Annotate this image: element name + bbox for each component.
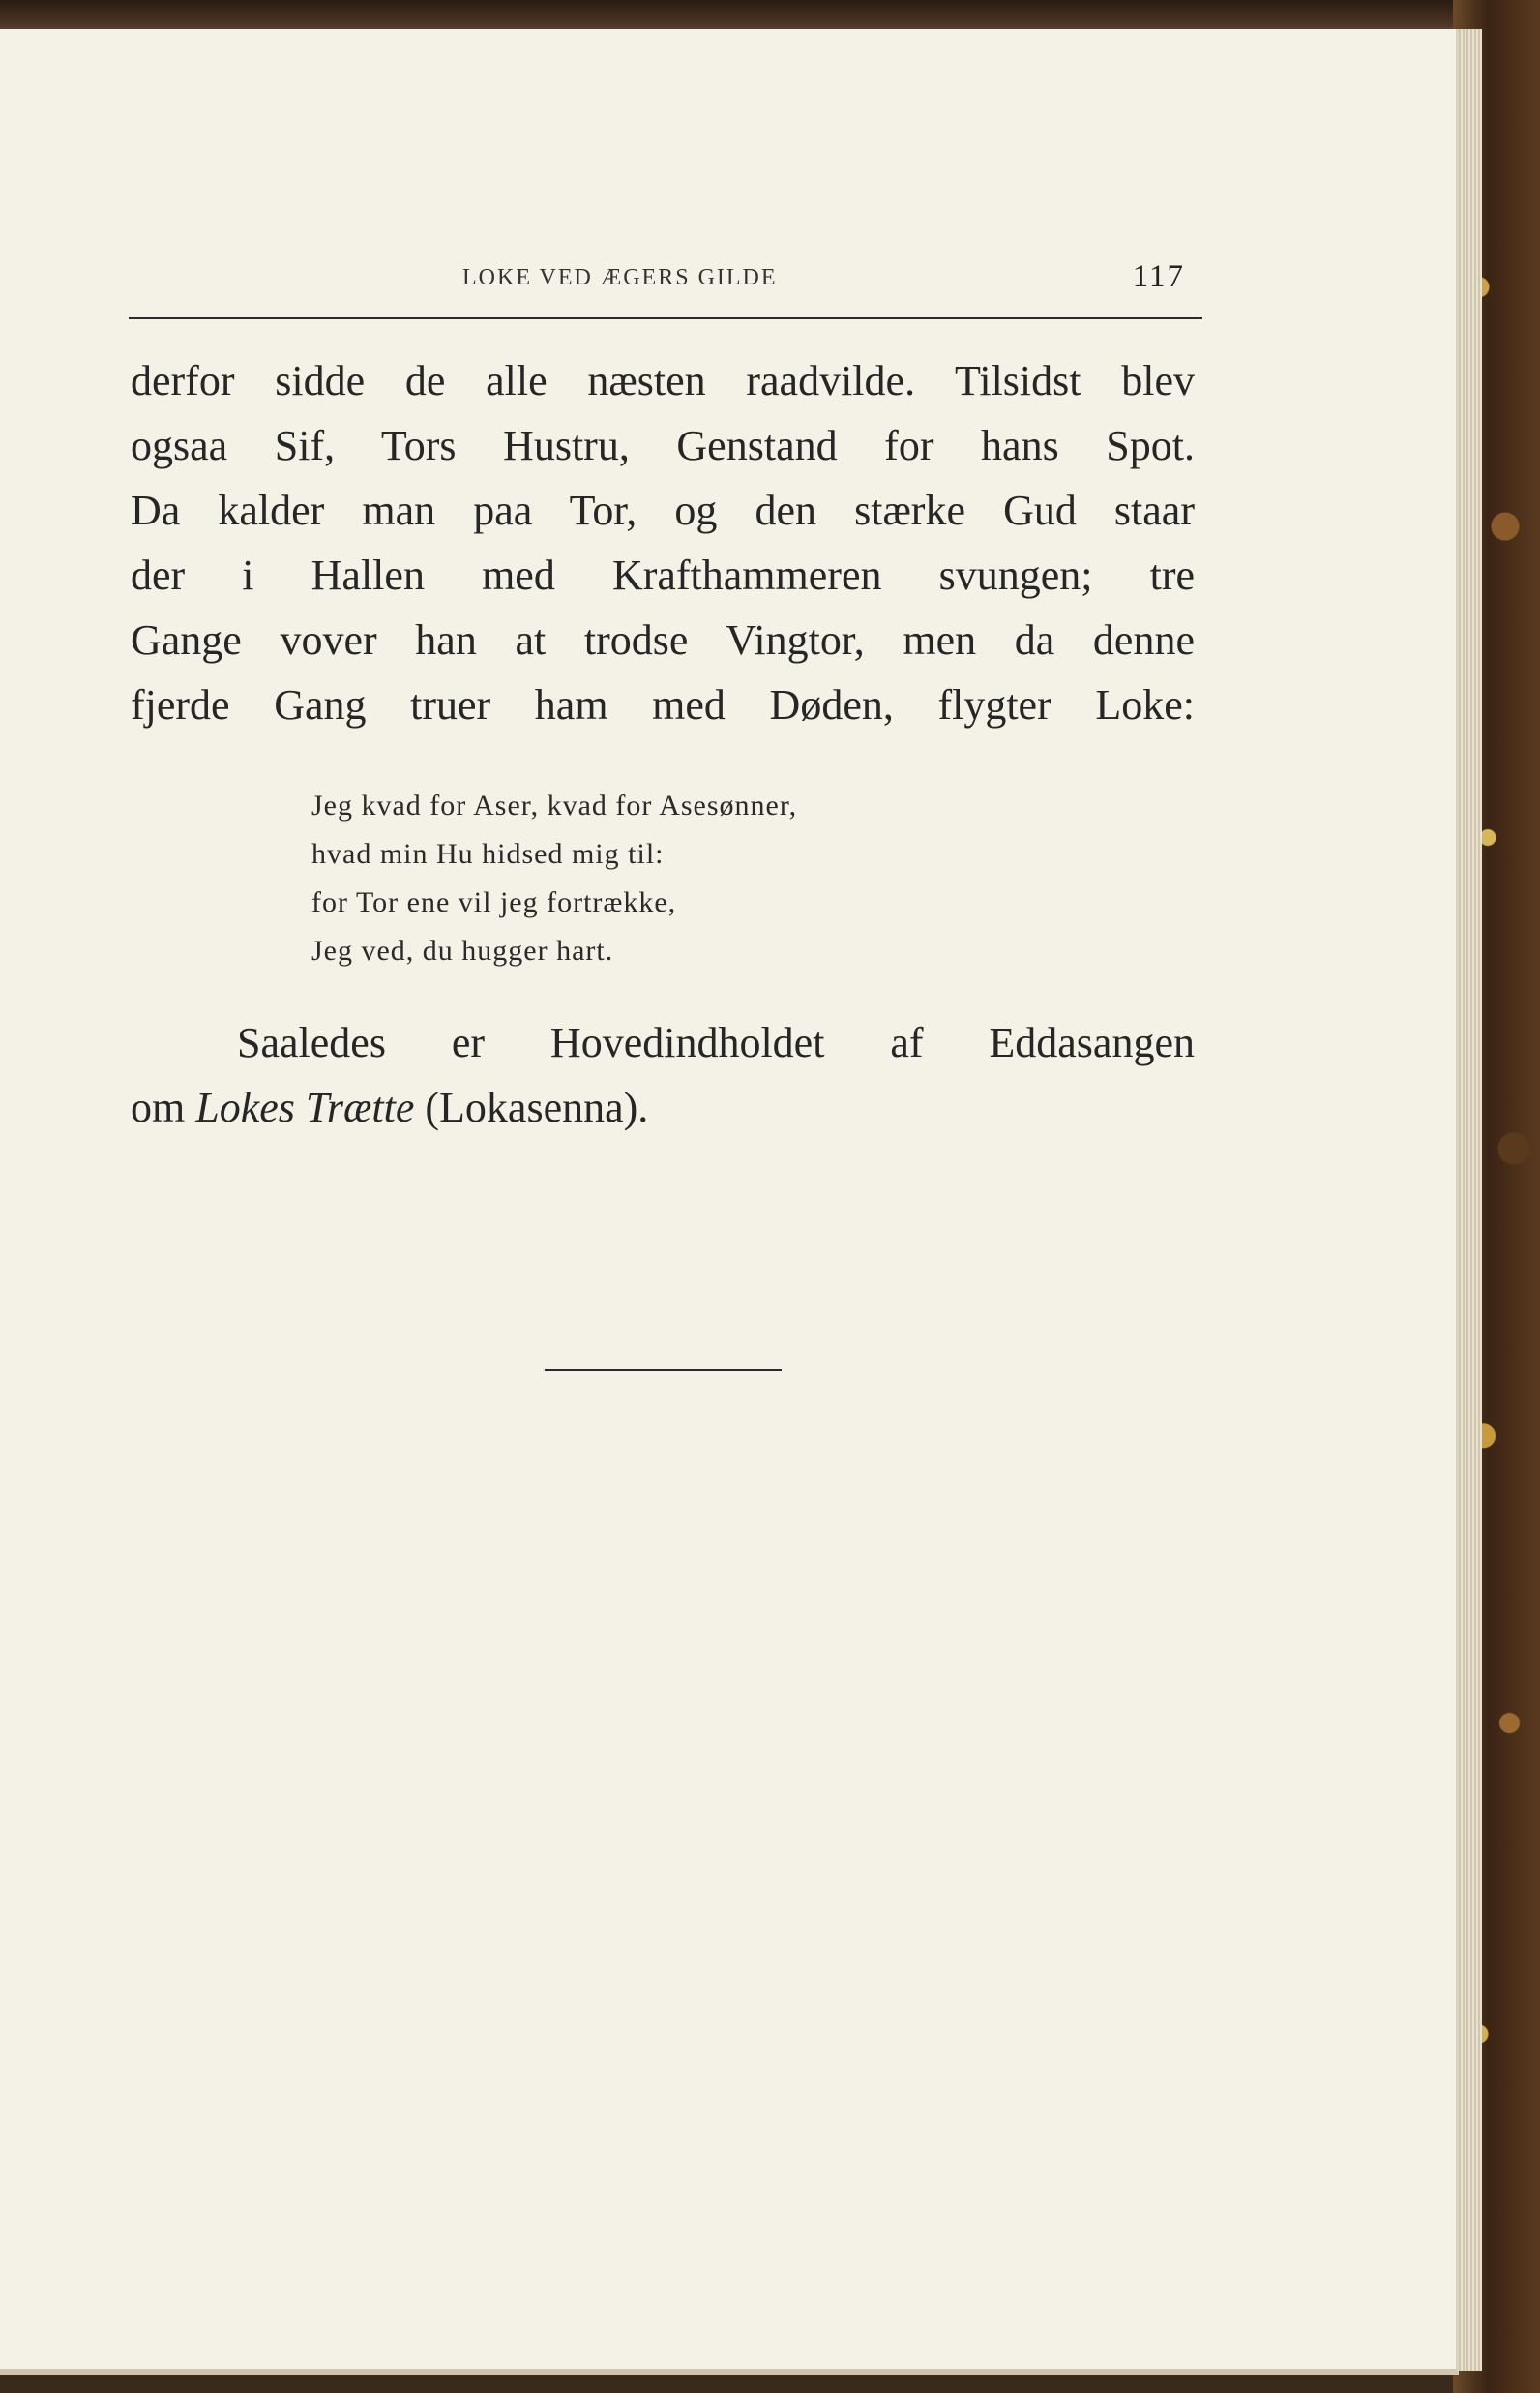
closing-line: Saaledes er Hovedindholdet af Eddasangen	[237, 1019, 1195, 1066]
body-line: derfor sidde de alle næsten raadvilde. Tilsidst blev	[131, 357, 1195, 404]
page-header	[129, 230, 1202, 319]
verse-line: for Tor ene vil jeg fortrække,	[311, 886, 677, 918]
section-end-rule	[545, 1369, 782, 1371]
closing-line	[131, 1075, 1195, 1140]
body-line: Gange vover han at trodse Vingtor, men da denne	[131, 616, 1195, 664]
closing-paragraph	[131, 1010, 1195, 1140]
poem-title: Lokes Trætte	[195, 1084, 415, 1131]
body-line: ogsaa Sif, Tors Hustru, Genstand for hans Spot.	[131, 422, 1195, 469]
verse-line: Jeg ved, du hugger hart.	[311, 935, 614, 967]
body-paragraph	[131, 348, 1195, 737]
body-line: der i Hallen med Krafthammeren svungen; tre	[131, 552, 1195, 599]
closing-suffix: (Lokasenna).	[414, 1084, 649, 1131]
closing-prefix: om	[131, 1084, 196, 1131]
body-line: fjerde Gang truer ham med Døden, flygter Loke:	[131, 681, 1195, 729]
page-number: 117	[1132, 259, 1185, 294]
page-edges	[1457, 29, 1482, 2371]
book-page	[0, 29, 1459, 2375]
body-line: Da kalder man paa Tor, og den stærke Gud staar	[131, 487, 1195, 534]
verse-line: hvad min Hu hidsed mig til:	[311, 838, 665, 870]
running-head: LOKE VED ÆGERS GILDE	[462, 265, 778, 290]
verse-quotation	[311, 782, 1008, 975]
verse-line: Jeg kvad for Aser, kvad for Asesønner,	[311, 790, 798, 822]
